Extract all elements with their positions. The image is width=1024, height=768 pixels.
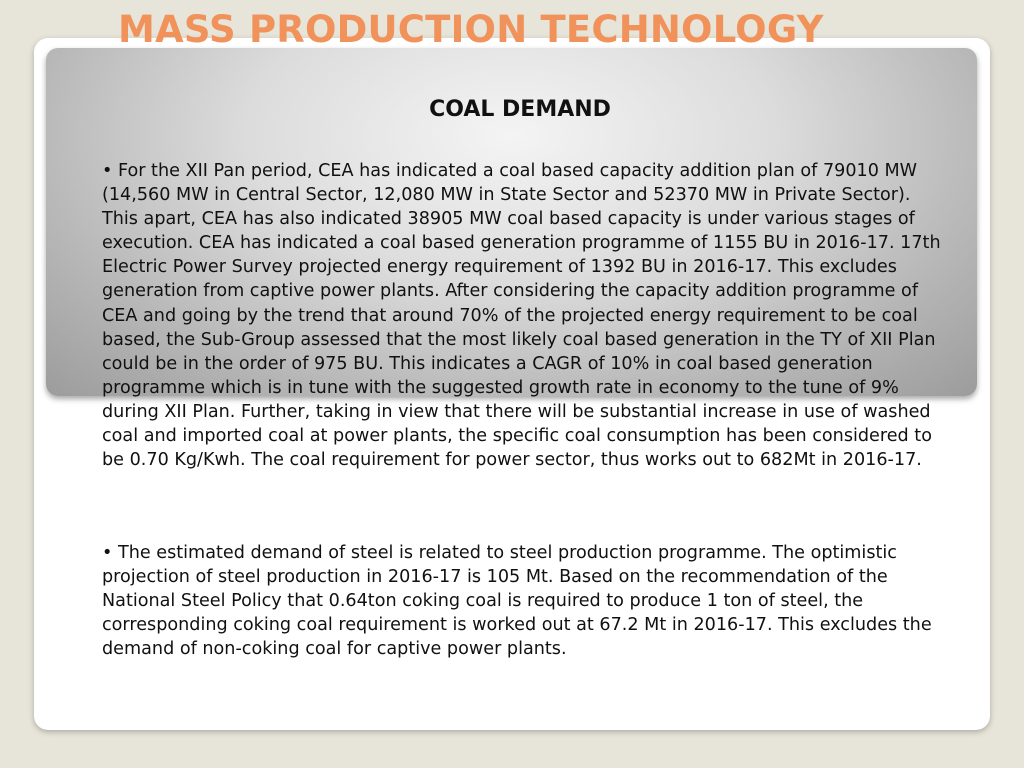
paragraph-coal-power-demand: • For the XII Pan period, CEA has indicated a coal based capacity addition plan of 79010 MW (14,560 MW in Central Sector, 12,080 MW in State Sector and 52370 MW in Private Sector). This apart, CEA has also indicated 38905 MW coal based capacity is under various stages of execution. CEA has indicated a coal based generation programme of 1155 BU in 2016-17. 17th Electric Power Survey projected energy requirement of 1392 BU in 2016-17. This excludes generation from captive power plants. After considering the capacity addition programme of CEA and going by the trend that around 70% of the projected energy requirement to be coal based, the Sub-Group assessed that the most likely coal based generation in the TY of XII Plan could be in the order of 975 BU. This indicates a CAGR of 10% in coal based generation programme which is in tune with the suggested growth rate in economy to the tune of 9% during XII Plan. Further, taking in view that there will be substantial increase in use of washed coal and imported coal at power plants, the specific coal consumption has been considered to be 0.70 Kg/Kwh. The coal requirement for power sector, thus works out to 682Mt in 2016-17.: [102, 161, 941, 471]
slide-title: MASS PRODUCTION TECHNOLOGY: [118, 8, 824, 51]
section-heading: COAL DEMAND: [429, 97, 611, 122]
paragraph-steel-coking-coal-demand: • The estimated demand of steel is related to steel production programme. The optimistic projection of steel production in 2016-17 is 105 Mt. Based on the recommendation of the National Steel Policy that 0.64ton coking coal is required to produce 1 ton of steel, the corresponding coking coal requirement is worked out at 67.2 Mt in 2016-17. This excludes the demand of non-coking coal for captive power plants.: [102, 543, 932, 660]
